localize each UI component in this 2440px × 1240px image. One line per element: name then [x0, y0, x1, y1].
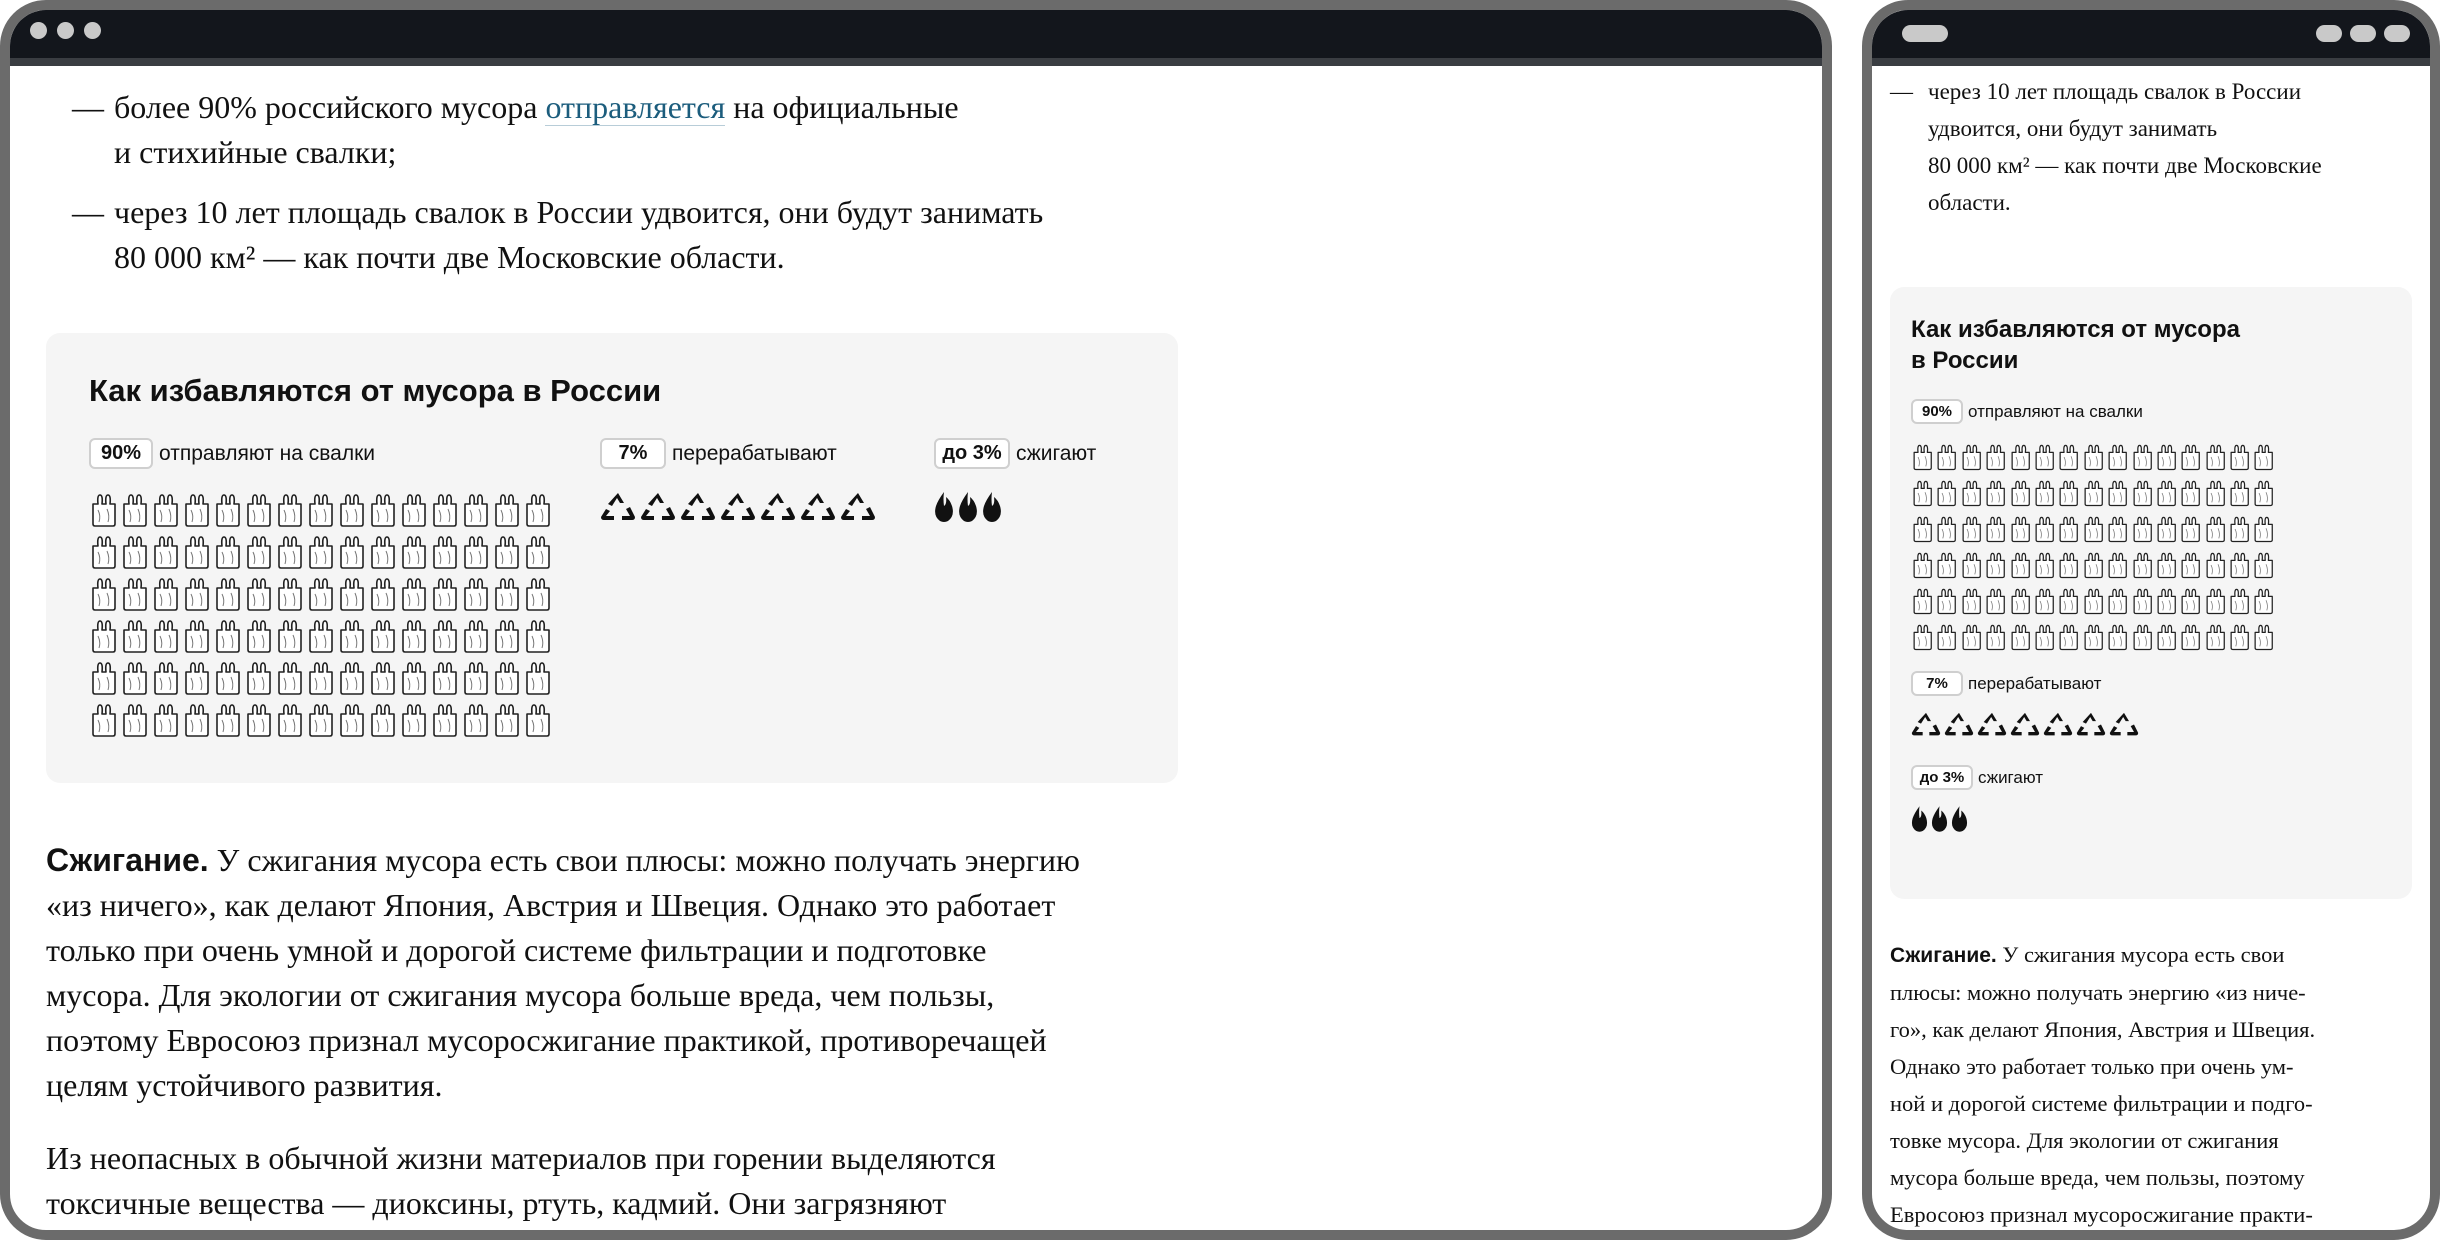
trash-bag-icon [2106, 587, 2129, 615]
trash-bag-icon [2204, 551, 2227, 579]
trash-bag-icon [2179, 479, 2202, 507]
trash-bag-icon [89, 534, 119, 570]
trash-bag-icon [2082, 551, 2105, 579]
trash-bag-icon [2204, 443, 2227, 471]
trash-bag-icon [399, 576, 429, 612]
trash-bag-icon [1935, 443, 1958, 471]
trash-bag-icon [1984, 587, 2007, 615]
trash-bag-icon [213, 576, 243, 612]
trash-bag-icon [2057, 479, 2080, 507]
trash-bag-icon [275, 576, 305, 612]
trash-bag-icon [523, 702, 553, 738]
trash-bag-icon [2204, 623, 2227, 651]
trash-bag-icon [2131, 551, 2154, 579]
toxins-paragraph [46, 1136, 1166, 1226]
burn-label: сжигают [1016, 441, 1097, 465]
burn-stat [1911, 765, 2043, 790]
trash-bag-icon [275, 702, 305, 738]
trash-bag-icon [2033, 551, 2056, 579]
trash-bag-icon [2179, 587, 2202, 615]
landfill-stat [89, 438, 375, 469]
paragraph-line: Евросоюз признал мусоросжигание практи- [1890, 1202, 2313, 1227]
trash-bag-icon [1911, 587, 1934, 615]
trash-bag-icon [244, 618, 274, 654]
trash-bag-icon [492, 660, 522, 696]
trash-bag-icon [2057, 515, 2080, 543]
trash-bag-icon [461, 492, 491, 528]
trash-bag-icon [368, 618, 398, 654]
paragraph-line: «из ничего», как делают Япония, Австрия и Швеция. Однако это работает [46, 887, 1056, 923]
trash-bag-icon [275, 492, 305, 528]
trash-bag-icon [368, 534, 398, 570]
trash-bag-icon [244, 702, 274, 738]
trash-bag-icon [523, 576, 553, 612]
trash-bag-icon [2131, 623, 2154, 651]
mobile-infographic-card [1890, 287, 2412, 899]
trash-bag-icon [1984, 515, 2007, 543]
burn-stat [934, 438, 1096, 469]
trash-bag-icon [2179, 551, 2202, 579]
trash-bag-icon [368, 702, 398, 738]
recycle-icon [1977, 711, 2007, 738]
trash-bag-icon [244, 534, 274, 570]
trash-bag-icon [2155, 515, 2178, 543]
trash-bag-icon [2033, 515, 2056, 543]
recycle-icons [1911, 711, 2171, 738]
trash-bag-icon [1935, 551, 1958, 579]
trash-bag-icon [182, 660, 212, 696]
trash-bag-icon [306, 660, 336, 696]
trash-bag-icon [2106, 443, 2129, 471]
trash-bag-icon [89, 492, 119, 528]
trash-bag-icon [337, 618, 367, 654]
trash-bag-icon [461, 534, 491, 570]
trash-bag-icon [461, 576, 491, 612]
paragraph-line: У сжигания мусора есть свои плюсы: можно получать энергию [208, 842, 1080, 878]
mobile-tabs-pill[interactable] [2316, 25, 2342, 42]
trash-bag-icon [151, 618, 181, 654]
paragraph-line: товке мусора. Для экологии от сжигания [1890, 1128, 2279, 1153]
trash-bag-icon [1911, 551, 1934, 579]
trash-bag-icon [89, 576, 119, 612]
trash-bag-icon [306, 576, 336, 612]
mobile-share-pill[interactable] [2350, 25, 2376, 42]
trash-bag-icon [1911, 515, 1934, 543]
trash-bag-icon [430, 702, 460, 738]
trash-bag-icon [1960, 623, 1983, 651]
trash-bag-icon [430, 618, 460, 654]
trash-bag-icon [213, 702, 243, 738]
trash-bag-icon [151, 702, 181, 738]
trash-bag-icon [120, 702, 150, 738]
recycle-icon [1911, 711, 1941, 738]
landfill-label: отправляют на свалки [1968, 401, 2143, 421]
recycle-stat [600, 438, 837, 469]
browser-title-bar [10, 10, 1822, 66]
recycle-percent-badge: 7% [600, 438, 666, 469]
trash-bag-icon [430, 660, 460, 696]
list-text: через 10 лет площадь свалок в России удвоится, они будут занимать [114, 194, 1044, 230]
trash-bag-icon [2057, 443, 2080, 471]
trash-bag-icon [2252, 587, 2275, 615]
trash-bag-icon [213, 492, 243, 528]
landfill-bag-icons [1911, 443, 2291, 651]
trash-bag-icon [151, 576, 181, 612]
infographic-card [46, 333, 1178, 783]
trash-bag-icon [213, 618, 243, 654]
trash-bag-icon [151, 534, 181, 570]
burning-heading: Сжигание. [46, 842, 209, 878]
list-dash: — [72, 194, 104, 230]
recycle-label: перерабатывают [1968, 673, 2102, 693]
trash-bag-icon [2033, 479, 2056, 507]
trash-bag-icon [1911, 623, 1934, 651]
trash-bag-icon [2155, 551, 2178, 579]
trash-bag-icon [2131, 443, 2154, 471]
trash-bag-icon [2204, 479, 2227, 507]
trash-bag-icon [2106, 479, 2129, 507]
trash-bag-icon [461, 702, 491, 738]
trash-bag-icon [2131, 587, 2154, 615]
trash-bag-icon [306, 534, 336, 570]
trash-bag-icon [492, 618, 522, 654]
trash-bag-icon [399, 618, 429, 654]
trash-bag-icon [2179, 623, 2202, 651]
trash-bag-icon [182, 534, 212, 570]
trash-bag-icon [368, 576, 398, 612]
trash-bag-icon [120, 534, 150, 570]
trash-bag-icon [523, 618, 553, 654]
trash-bag-icon [1984, 443, 2007, 471]
trash-bag-icon [120, 576, 150, 612]
trash-bag-icon [182, 576, 212, 612]
trash-bag-icon [244, 492, 274, 528]
trash-bag-icon [2228, 479, 2251, 507]
trash-bag-icon [306, 492, 336, 528]
trash-bag-icon [1935, 515, 1958, 543]
trash-bag-icon [1935, 479, 1958, 507]
list-text: более 90% российского мусора [114, 89, 546, 125]
trash-bag-icon [1911, 479, 1934, 507]
trash-bag-icon [2033, 443, 2056, 471]
trash-bag-icon [1960, 443, 1983, 471]
trash-bag-icon [2252, 443, 2275, 471]
trash-bag-icon [2155, 623, 2178, 651]
trash-bag-icon [523, 534, 553, 570]
trash-bag-icon [523, 492, 553, 528]
trash-bag-icon [244, 576, 274, 612]
recycle-icon [2076, 711, 2106, 738]
trash-bag-icon [2179, 515, 2202, 543]
trash-bag-icon [2228, 515, 2251, 543]
flame-icon [958, 491, 978, 523]
list-text: удвоится, они будут занимать [1928, 116, 2218, 141]
paragraph-line: Однако это работает только при очень ум- [1890, 1054, 2294, 1079]
infographic-title [1911, 314, 2240, 376]
trash-bag-icon [492, 534, 522, 570]
mobile-browser-frame [1862, 0, 2440, 1240]
trash-bag-icon [213, 534, 243, 570]
recycle-icon [2109, 711, 2139, 738]
flame-icon [1911, 805, 1928, 833]
trash-bag-icon [2228, 551, 2251, 579]
trash-bag-icon [89, 660, 119, 696]
trash-bag-icon [89, 702, 119, 738]
trash-bag-icon [275, 534, 305, 570]
paragraph-line: только при очень умной и дорогой системе фильтрации и подготовке [46, 932, 987, 968]
trash-bag-icon [399, 492, 429, 528]
trash-bag-icon [2106, 623, 2129, 651]
list-dash: — [72, 89, 104, 125]
recycle-icon [760, 491, 796, 523]
trash-bag-icon [1984, 623, 2007, 651]
trash-bag-icon [2082, 443, 2105, 471]
trash-bag-icon [151, 660, 181, 696]
trash-bag-icon [89, 618, 119, 654]
paragraph-line: поэтому Евросоюз признал мусоросжигание практикой, противоречащей [46, 1022, 1047, 1058]
trash-bag-icon [2009, 443, 2032, 471]
trash-bag-icon [2204, 515, 2227, 543]
recycle-stat [1911, 671, 2101, 696]
trash-bag-icon [399, 702, 429, 738]
flame-icon [1951, 805, 1968, 833]
article-link[interactable]: отправляется [545, 89, 726, 125]
trash-bag-icon [2009, 623, 2032, 651]
trash-bag-icon [1935, 587, 1958, 615]
list-text: области. [1928, 190, 2011, 215]
list-text: на официальные [725, 89, 959, 125]
recycle-icon [720, 491, 756, 523]
trash-bag-icon [430, 576, 460, 612]
paragraph-line: целям устойчивого развития. [46, 1067, 443, 1103]
trash-bag-icon [1935, 623, 1958, 651]
list-text: 80 000 км² — как почти две Московские [1928, 153, 2322, 178]
title-line: в России [1911, 347, 2019, 374]
paragraph-line: Из неопасных в обычной жизни материалов при горении выделяются [46, 1140, 996, 1176]
trash-bag-icon [182, 702, 212, 738]
trash-bag-icon [2033, 587, 2056, 615]
mobile-menu-pill[interactable] [2384, 25, 2410, 42]
trash-bag-icon [1911, 443, 1934, 471]
trash-bag-icon [492, 576, 522, 612]
trash-bag-icon [399, 660, 429, 696]
trash-bag-icon [2228, 623, 2251, 651]
window-minimize-dot[interactable] [57, 22, 74, 39]
infographic-title: Как избавляются от мусора в России [89, 373, 662, 408]
trash-bag-icon [337, 576, 367, 612]
list-text: и стихийные свалки; [114, 134, 397, 170]
recycle-icon [800, 491, 836, 523]
recycle-icon [680, 491, 716, 523]
trash-bag-icon [430, 492, 460, 528]
recycle-icon [840, 491, 876, 523]
recycle-icon [2010, 711, 2040, 738]
trash-bag-icon [2155, 587, 2178, 615]
recycle-icon [640, 491, 676, 523]
trash-bag-icon [2252, 515, 2275, 543]
trash-bag-icon [120, 660, 150, 696]
trash-bag-icon [1984, 551, 2007, 579]
recycle-icon [2043, 711, 2073, 738]
burn-percent-badge: до 3% [1911, 765, 1973, 790]
trash-bag-icon [182, 492, 212, 528]
mobile-url-pill[interactable] [1902, 25, 1948, 42]
trash-bag-icon [120, 492, 150, 528]
trash-bag-icon [2057, 587, 2080, 615]
flame-icons [934, 491, 1054, 523]
list-text: 80 000 км² — как почти две Московские области. [114, 239, 785, 275]
trash-bag-icon [1960, 515, 1983, 543]
recycle-icon [600, 491, 636, 523]
trash-bag-icon [2057, 623, 2080, 651]
trash-bag-icon [2252, 551, 2275, 579]
trash-bag-icon [2057, 551, 2080, 579]
trash-bag-icon [337, 702, 367, 738]
trash-bag-icon [492, 492, 522, 528]
mobile-title-bar [1872, 10, 2430, 66]
trash-bag-icon [2204, 587, 2227, 615]
title-line: Как избавляются от мусора [1911, 316, 2240, 343]
trash-bag-icon [2252, 623, 2275, 651]
trash-bag-icon [492, 702, 522, 738]
trash-bag-icon [213, 660, 243, 696]
window-maximize-dot[interactable] [84, 22, 101, 39]
trash-bag-icon [2009, 479, 2032, 507]
trash-bag-icon [120, 618, 150, 654]
trash-bag-icon [337, 534, 367, 570]
trash-bag-icon [337, 660, 367, 696]
trash-bag-icon [182, 618, 212, 654]
paragraph-line: токсичные вещества — диоксины, ртуть, кадмий. Они загрязняют [46, 1185, 947, 1221]
recycle-icon [1944, 711, 1974, 738]
trash-bag-icon [1984, 479, 2007, 507]
trash-bag-icon [461, 618, 491, 654]
trash-bag-icon [523, 660, 553, 696]
list-dash: — [1890, 79, 1913, 104]
landfill-label: отправляют на свалки [159, 441, 375, 465]
trash-bag-icon [306, 702, 336, 738]
trash-bag-icon [275, 618, 305, 654]
trash-bag-icon [2009, 587, 2032, 615]
trash-bag-icon [275, 660, 305, 696]
trash-bag-icon [2228, 443, 2251, 471]
trash-bag-icon [399, 534, 429, 570]
flame-icon [982, 491, 1002, 523]
window-close-dot[interactable] [30, 22, 47, 39]
recycle-label: перерабатывают [672, 441, 837, 465]
landfill-percent-badge: 90% [1911, 399, 1963, 424]
trash-bag-icon [1960, 551, 1983, 579]
trash-bag-icon [1960, 587, 1983, 615]
landfill-stat [1911, 399, 2143, 424]
burning-paragraph [46, 838, 1166, 1108]
trash-bag-icon [306, 618, 336, 654]
trash-bag-icon [2009, 551, 2032, 579]
trash-bag-icon [2179, 443, 2202, 471]
landfill-percent-badge: 90% [89, 438, 153, 469]
list-text: через 10 лет площадь свалок в России [1928, 79, 2301, 104]
recycle-percent-badge: 7% [1911, 671, 1963, 696]
trash-bag-icon [1960, 479, 1983, 507]
paragraph-line: мусора. Для экологии от сжигания мусора больше вреда, чем пользы, [46, 977, 995, 1013]
flame-icons [1911, 805, 2011, 833]
trash-bag-icon [2131, 515, 2154, 543]
trash-bag-icon [2106, 551, 2129, 579]
paragraph-line: го», как делают Япония, Австрия и Швеция. [1890, 1017, 2316, 1042]
trash-bag-icon [2131, 479, 2154, 507]
mobile-burning-paragraph [1890, 936, 2315, 1233]
burn-label: сжигают [1978, 767, 2044, 787]
trash-bag-icon [368, 492, 398, 528]
trash-bag-icon [151, 492, 181, 528]
trash-bag-icon [2082, 623, 2105, 651]
paragraph-line: плюсы: можно получать энергию «из ниче- [1890, 980, 2306, 1005]
trash-bag-icon [2082, 479, 2105, 507]
trash-bag-icon [2082, 587, 2105, 615]
trash-bag-icon [2252, 479, 2275, 507]
recycle-icons [600, 491, 900, 523]
paragraph-line: мусора больше вреда, чем пользы, поэтому [1890, 1165, 2305, 1190]
flame-icon [1931, 805, 1948, 833]
paragraph-line: У сжигания мусора есть свои [1996, 942, 2285, 967]
trash-bag-icon [244, 660, 274, 696]
trash-bag-icon [2082, 515, 2105, 543]
trash-bag-icon [2106, 515, 2129, 543]
paragraph-line: ной и дорогой системе фильтрации и подго- [1890, 1091, 2313, 1116]
trash-bag-icon [368, 660, 398, 696]
trash-bag-icon [2228, 587, 2251, 615]
trash-bag-icon [461, 660, 491, 696]
burn-percent-badge: до 3% [934, 438, 1010, 469]
trash-bag-icon [2033, 623, 2056, 651]
trash-bag-icon [337, 492, 367, 528]
flame-icon [934, 491, 954, 523]
trash-bag-icon [430, 534, 460, 570]
trash-bag-icon [2009, 515, 2032, 543]
burning-heading: Сжигание. [1890, 944, 1997, 967]
trash-bag-icon [2155, 443, 2178, 471]
landfill-bag-icons [89, 492, 554, 738]
trash-bag-icon [2155, 479, 2178, 507]
